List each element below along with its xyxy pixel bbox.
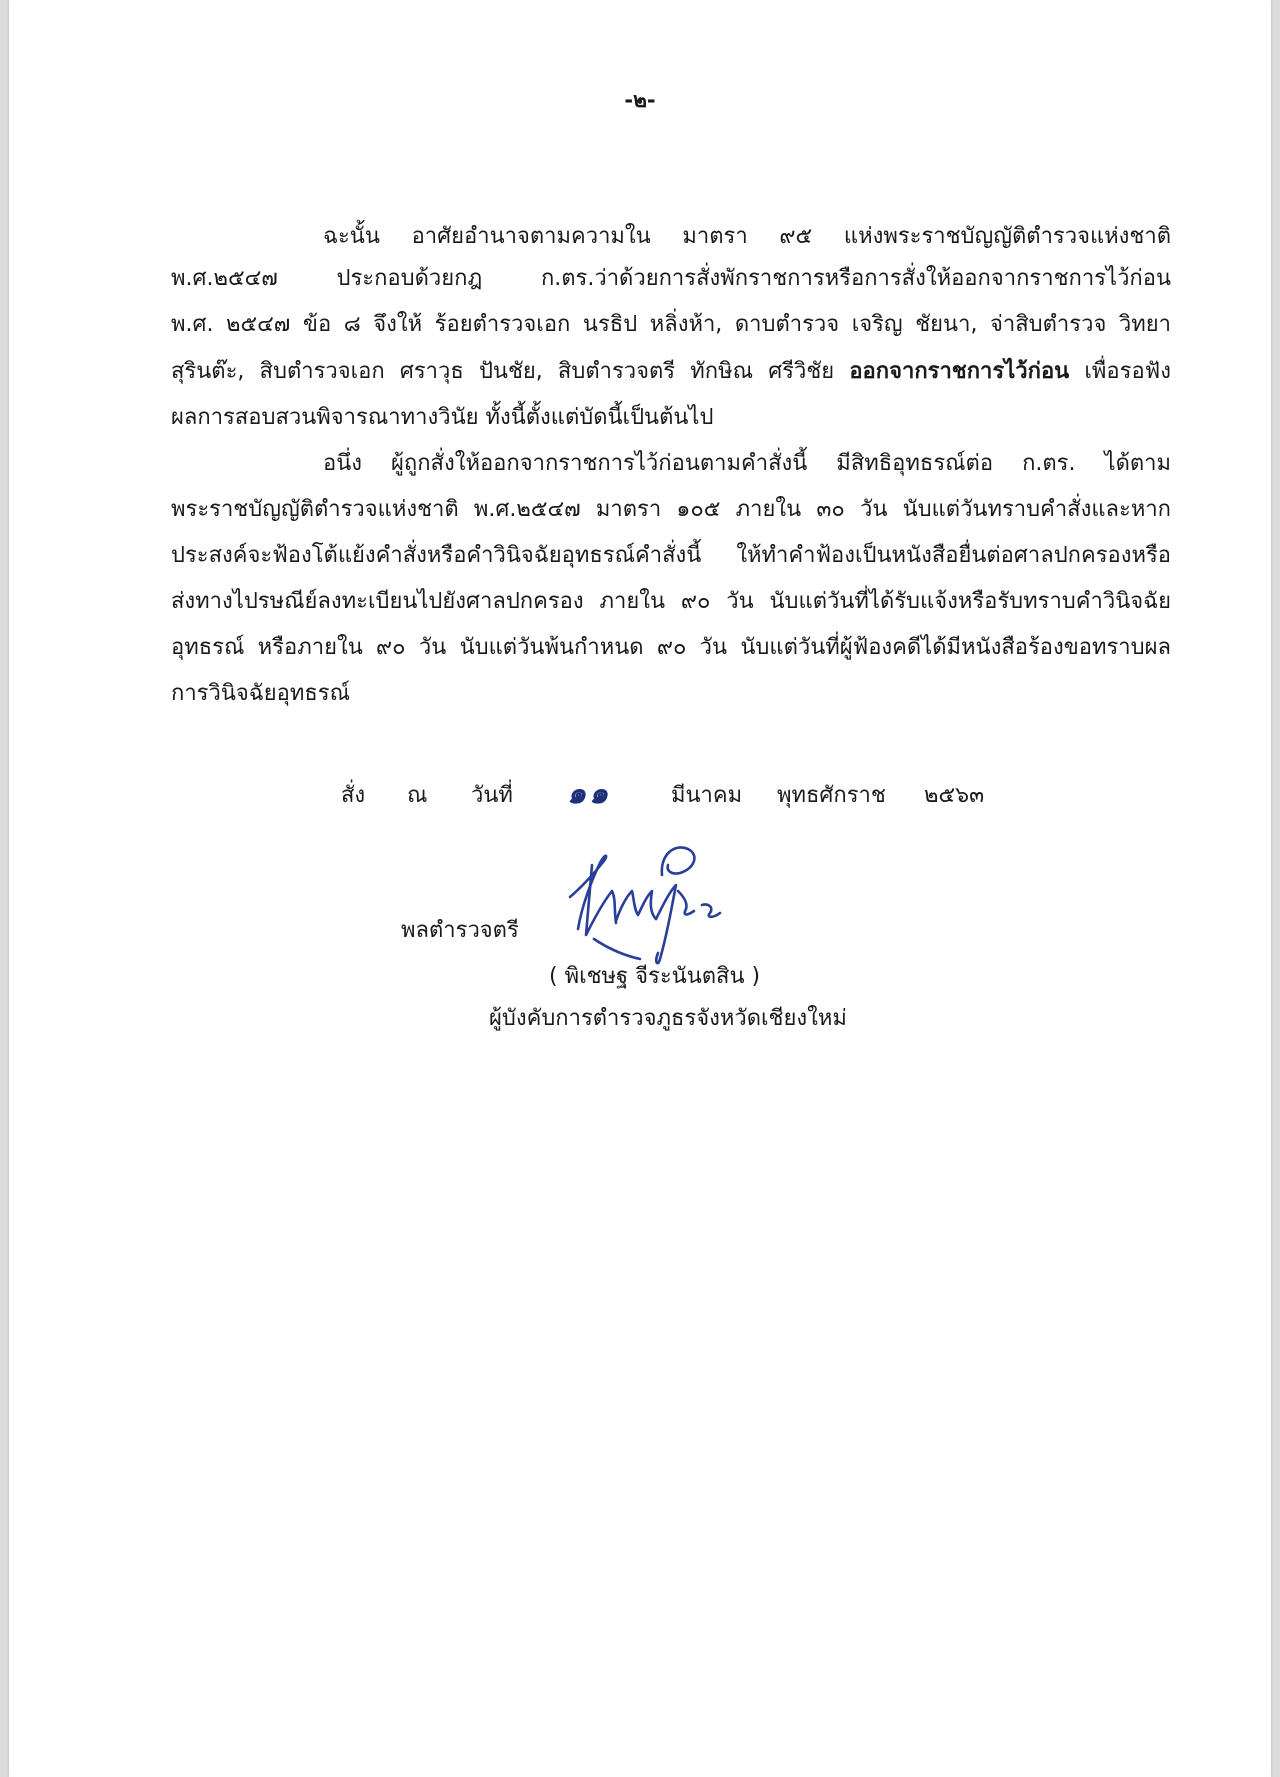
signature-strokes [570, 847, 720, 963]
signature-stroke [594, 939, 640, 959]
order-line-4b: เพื่อรอฟัง [1084, 359, 1171, 384]
order-line-4a: สุรินต๊ะ, สิบตำรวจเอก ศราวุธ ปันชัย, สิบตำรวจตรี ทักษิณ ศรีวิชัย [171, 359, 835, 384]
signature-stroke [656, 885, 676, 963]
order-line-1b: แห่งพระราชบัญญัติตำรวจแห่งชาติ [843, 224, 1171, 249]
order-line-1a: ฉะนั้น อาศัยอำนาจตามความใน มาตรา ๙๕ [323, 224, 813, 249]
label-ordered: สั่ง [341, 783, 366, 808]
order-month: มีนาคม [671, 783, 743, 808]
order-date-row [9, 776, 1271, 816]
appeal-line-4: ส่งทางไปรษณีย์ลงทะเบียนไปยังศาลปกครอง ภายใน ๙๐ วัน นับแต่วันที่ได้รับแจ้งหรือรับทราบคำวินิจฉัย [171, 589, 1171, 614]
order-line-5: ผลการสอบสวนพิจารณาทางวินัย ทั้งนี้ตั้งแต่บัดนี้เป็นต้นไป [171, 405, 714, 430]
order-line-1 [323, 222, 1171, 252]
suspension-emphasis: ออกจากราชการไว้ก่อน [849, 359, 1070, 384]
signatory-rank: พลตำรวจตรี [401, 918, 519, 943]
order-line-2: พ.ศ.๒๕๔๗ ประกอบด้วยกฎ ก.ตร.ว่าด้วยการสั่งพักราชการหรือการสั่งให้ออกจากราชการไว้ก่อน [171, 266, 1171, 291]
page-number: -๒- [624, 88, 656, 112]
appeal-line-6: การวินิจฉัยอุทธรณ์ [171, 681, 351, 706]
appeal-line-2: พระราชบัญญัติตำรวจแห่งชาติ พ.ศ.๒๕๔๗ มาตรา ๑๐๕ ภายใน ๓๐ วัน นับแต่วันทราบคำสั่งและหาก [171, 497, 1171, 522]
label-era: พุทธศักราช [777, 783, 886, 808]
signatory-position: ผู้บังคับการตำรวจภูธรจังหวัดเชียงใหม่ [489, 1006, 847, 1031]
signature-stroke [662, 847, 695, 875]
order-line-4 [171, 357, 1171, 387]
signature-stroke [586, 865, 616, 935]
appeal-line-5: อุทธรณ์ หรือภายใน ๙๐ วัน นับแต่วันพ้นกำหนด ๙๐ วัน นับแต่วันที่ผู้ฟ้องคดีได้มีหนังสือร้องขอทราบผล [171, 635, 1171, 660]
signature-stroke [702, 904, 720, 916]
appeal-line-1: อนึ่ง ผู้ถูกสั่งให้ออกจากราชการไว้ก่อนตามคำสั่งนี้ มีสิทธิอุทธรณ์ต่อ ก.ตร. ได้ตาม [323, 451, 1171, 476]
order-day: ๑๑ [567, 776, 612, 811]
signatory-name: ( พิเชษฐ จีระนันตสิน ) [549, 964, 761, 989]
appeal-line-3: ประสงค์จะฟ้องโต้แย้งคำสั่งหรือคำวินิจฉัยอุทธรณ์คำสั่งนี้ ให้ทำคำฟ้องเป็นหนังสือยื่นต่อศาลปกครองหรือ [171, 543, 1171, 568]
signature-stroke [678, 891, 694, 915]
document-page [9, 0, 1271, 1777]
signature-stroke [616, 891, 656, 921]
order-line-3: พ.ศ. ๒๕๔๗ ข้อ ๘ จึงให้ ร้อยตำรวจเอก นรธิป หลิ่งห้า, ดาบตำรวจ เจริญ ชัยนา, จ่าสิบตำรวจ วิทยา [171, 312, 1171, 337]
label-date: วันที่ [471, 783, 513, 808]
order-year: ๒๕๖๓ [924, 783, 985, 808]
label-at: ณ [407, 783, 428, 808]
